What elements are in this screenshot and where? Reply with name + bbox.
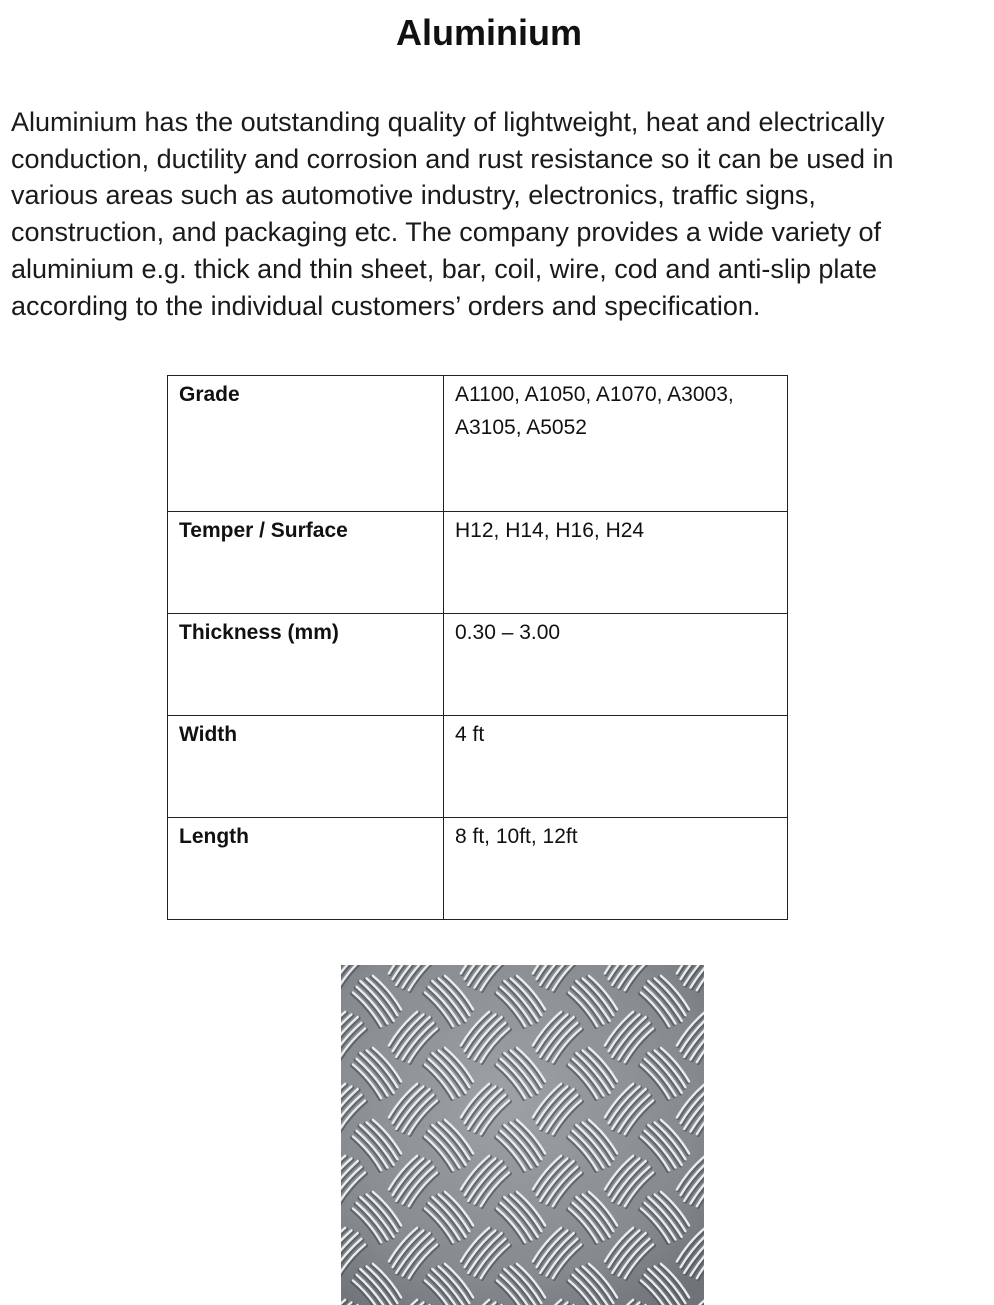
spec-value-temper: H12, H14, H16, H24	[444, 512, 788, 614]
spec-value-thickness: 0.30 – 3.00	[444, 614, 788, 716]
spec-label-thickness: Thickness (mm)	[168, 614, 444, 716]
spec-label-width: Width	[168, 716, 444, 818]
intro-paragraph: Aluminium has the outstanding quality of lightweight, heat and electrically conduction, ductility and corrosion and rust resistance so it can be used in various areas such as automotive industry, electronics, traffic signs, construction, and packaging etc. The company provides a wide variety of aluminium e.g. thick and thin sheet, bar, coil, wire, cod and anti-slip plate according to the individual customers’ orders and specification.	[11, 107, 894, 321]
spec-label-grade: Grade	[168, 376, 444, 512]
checker-plate-pattern	[341, 965, 704, 1305]
table-row	[168, 376, 788, 512]
page-title: Aluminium	[396, 12, 582, 53]
spec-table	[167, 375, 788, 920]
table-row	[168, 614, 788, 716]
checker-plate-image	[341, 965, 704, 1305]
spec-value-grade: A1100, A1050, A1070, A3003, A3105, A5052	[444, 376, 788, 512]
table-row	[168, 716, 788, 818]
spec-label-temper: Temper / Surface	[168, 512, 444, 614]
table-row	[168, 818, 788, 920]
spec-value-length: 8 ft, 10ft, 12ft	[444, 818, 788, 920]
spec-label-length: Length	[168, 818, 444, 920]
spec-value-width: 4 ft	[444, 716, 788, 818]
table-row	[168, 512, 788, 614]
